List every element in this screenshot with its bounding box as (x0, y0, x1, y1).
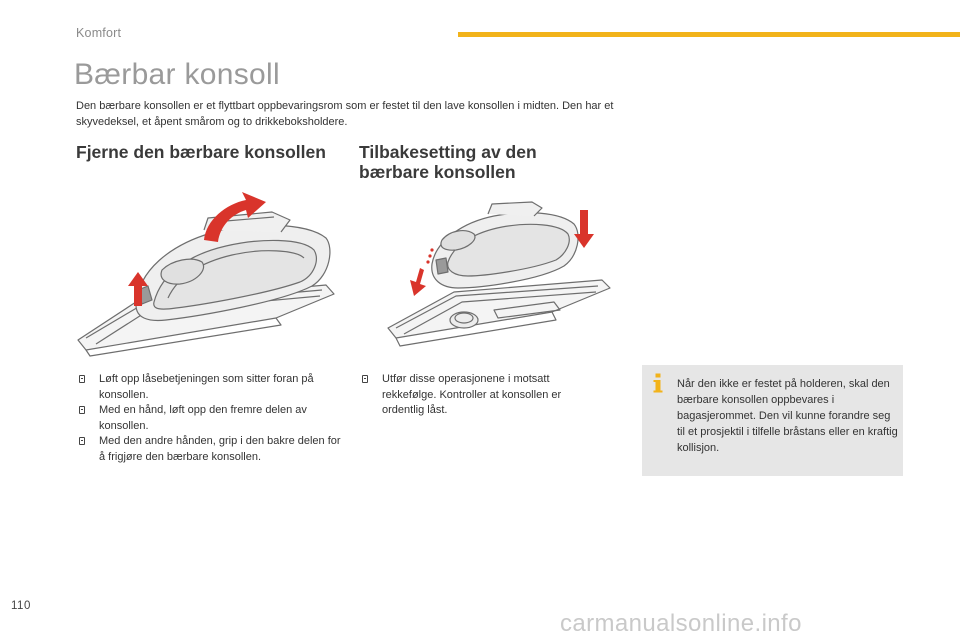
bullet-icon (79, 406, 85, 414)
list-item: Løft opp låsebetjeningen som sitter foran på konsollen. (76, 372, 341, 403)
info-icon (652, 373, 664, 393)
header-accent-bar (458, 32, 960, 37)
page-title: Bærbar konsoll (74, 58, 280, 91)
bullet-icon (79, 437, 85, 445)
list-item: Utfør disse operasjonene i motsatt rekkefølge. Kontroller at konsollen er ordentlig låst. (359, 372, 599, 419)
heading-remove-console: Fjerne den bærbare konsollen (76, 142, 326, 162)
list-item: Med den andre hånden, grip i den bakre delen for å frigjøre den bærbare konsollen. (76, 434, 341, 465)
heading-refit-console: Tilbakesetting av den bærbare konsollen (359, 142, 537, 182)
list-item: Med en hånd, løft opp den fremre delen av konsollen. (76, 403, 341, 434)
console-removal-illustration (76, 190, 336, 360)
intro-paragraph: Den bærbare konsollen er et flyttbart oppbevaringsrom som er festet til den lave konsollen i midten. Den har et skyvedeksel, et åpent smårom og to drikkeboksholdere. (76, 100, 614, 128)
info-text: Når den ikke er festet på holderen, skal den bærbare konsollen oppbevares i bagasjerommet. Den vil kunne forandre seg til et prosjektil i tilfelle bråstans eller en kraftig kollisjon. (677, 378, 898, 454)
section-label: Komfort (76, 26, 122, 40)
watermark: carmanualsonline.info (560, 610, 802, 637)
bullet-icon (79, 375, 85, 383)
console-refit-illustration (384, 200, 614, 360)
refit-steps-list (359, 372, 599, 419)
remove-steps-list (76, 372, 341, 465)
page-number: 110 (11, 600, 31, 612)
bullet-icon (362, 375, 368, 383)
